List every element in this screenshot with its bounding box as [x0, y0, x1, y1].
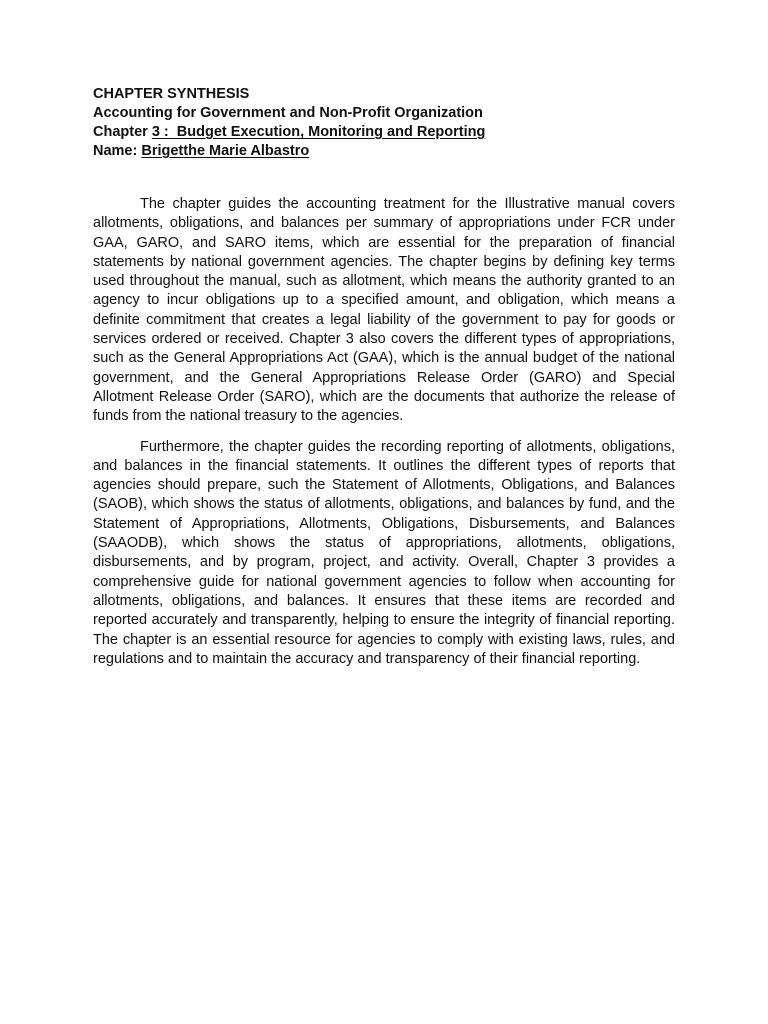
document-header	[93, 85, 675, 161]
document-content	[93, 85, 675, 680]
document-body	[93, 195, 675, 669]
course-title: Accounting for Government and Non-Profit Organization	[93, 105, 483, 121]
author-name: Brigetthe Marie Albastro	[141, 143, 310, 159]
name-line	[93, 142, 675, 161]
chapter-title: 3 : Budget Execution, Monitoring and Reporting	[151, 124, 486, 140]
body-paragraph: The chapter guides the accounting treatment for the Illustrative manual covers allotments, obligations, and balances per summary of appropriations under FCR under GAA, GARO, and SARO items, which are essential for the preparation of financial statements by national government agencies. The chapter begins by defining key terms used throughout the manual, such as allotment, which means the authority granted to an agency to incur obligations up to a specified amount, and obligation, which means a definite commitment that creates a legal liability of the government to pay for goods or services ordered or received. Chapter 3 also covers the different types of appropriations, such as the General Appropriations Act (GAA), which is the annual budget of the national government, and the General Appropriations Release Order (GARO) and Special Allotment Release Order (SARO), which are the documents that authorize the release of funds from the national treasury to the agencies.	[93, 196, 675, 425]
name-label: Name:	[93, 143, 142, 159]
chapter-label: Chapter	[93, 124, 152, 140]
document-title: CHAPTER SYNTHESIS	[93, 86, 250, 102]
body-paragraph: Furthermore, the chapter guides the recording reporting of allotments, obligations, and balances in the financial statements. It outlines the different types of reports that agencies should prepare, such the Statement of Allotments, Obligations, and Balances (SAOB), which shows the status of allotments, obligations, and balances by fund, and the Statement of Appropriations, Allotments, Obligations, Disbursements, and Balances (SAAODB), which shows the status of appropriations, allotments, obligations, disbursements, and by program, project, and activity. Overall, Chapter 3 provides a comprehensive guide for national government agencies to follow when accounting for allotments, obligations, and balances. It ensures that these items are recorded and reported accurately and transparently, helping to ensure the integrity of financial reporting. The chapter is an essential resource for agencies to comply with existing laws, rules, and regulations and to maintain the accuracy and transparency of their financial reporting.	[93, 438, 675, 667]
chapter-line	[93, 123, 675, 142]
